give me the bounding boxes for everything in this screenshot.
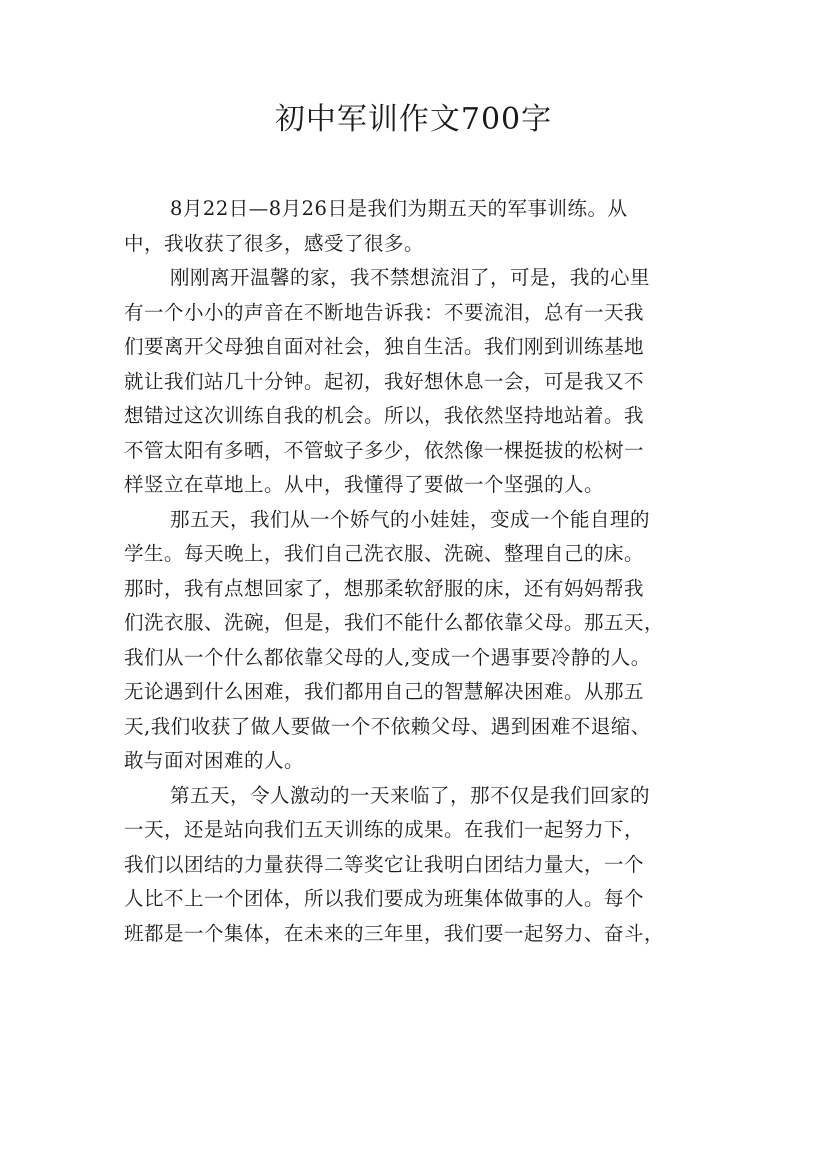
paragraph-line: 8月22日—8月26日是我们为期五天的军事训练。从 <box>170 197 628 220</box>
paragraph-line: 无论遇到什么困难，我们都用自己的智慧解决困难。从那五 <box>124 680 645 703</box>
paragraph-line: 学生。每天晚上，我们自己洗衣服、洗碗、整理自己的床。 <box>124 542 645 565</box>
paragraph-line: 那时，我有点想回家了，想那柔软舒服的床，还有妈妈帮我 <box>124 576 645 600</box>
paragraph-line: 那五天，我们从一个娇气的小娃娃，变成一个能自理的 <box>170 507 651 531</box>
paragraph-line: 不管太阳有多晒，不管蚊子多少，依然像一棵挺拔的松树一 <box>124 438 645 462</box>
paragraph-line: 班都是一个集体，在未来的三年里，我们要一起努力、奋斗， <box>124 921 665 945</box>
paragraph-line: 样竖立在草地上。从中，我懂得了要做一个坚强的人。 <box>124 473 605 496</box>
paragraph-line: 人比不上一个团体，所以我们要成为班集体做事的人。每个 <box>124 887 645 910</box>
paragraph-line: 我们以团结的力量获得二等奖它让我明白团结力量大，一个 <box>124 852 645 876</box>
paragraph-line: 就让我们站几十分钟。起初，我好想休息一会，可是我又不 <box>124 369 645 393</box>
paragraph-line: 刚刚离开温馨的家，我不禁想流泪了，可是，我的心里 <box>170 266 651 289</box>
paragraph-line: 第五天，令人激动的一天来临了，那不仅是我们回家的 <box>170 783 651 807</box>
document-title: 初中军训作文700字 <box>274 102 553 137</box>
paragraph-line: 我们从一个什么都依靠父母的人,变成一个遇事要冷静的人。 <box>124 645 651 669</box>
paragraph-line: 们洗衣服、洗碗，但是，我们不能什么都依靠父母。那五天， <box>124 611 665 634</box>
paragraph-line: 有一个小小的声音在不断地告诉我：不要流泪，总有一天我 <box>124 300 645 324</box>
paragraph-line: 一天，还是站向我们五天训练的成果。在我们一起努力下， <box>124 818 645 841</box>
paragraph-line: 想错过这次训练自我的机会。所以，我依然坚持地站着。我 <box>124 404 645 427</box>
paragraph-line: 中，我收获了很多，感受了很多。 <box>124 231 425 255</box>
paragraph-line: 天,我们收获了做人要做一个不依赖父母、遇到困难不退缩、 <box>124 714 651 738</box>
paragraph-line: 们要离开父母独自面对社会，独自生活。我们刚到训练基地 <box>124 335 645 358</box>
paragraph-line: 敢与面对困难的人。 <box>124 749 305 772</box>
document-body <box>124 192 704 951</box>
